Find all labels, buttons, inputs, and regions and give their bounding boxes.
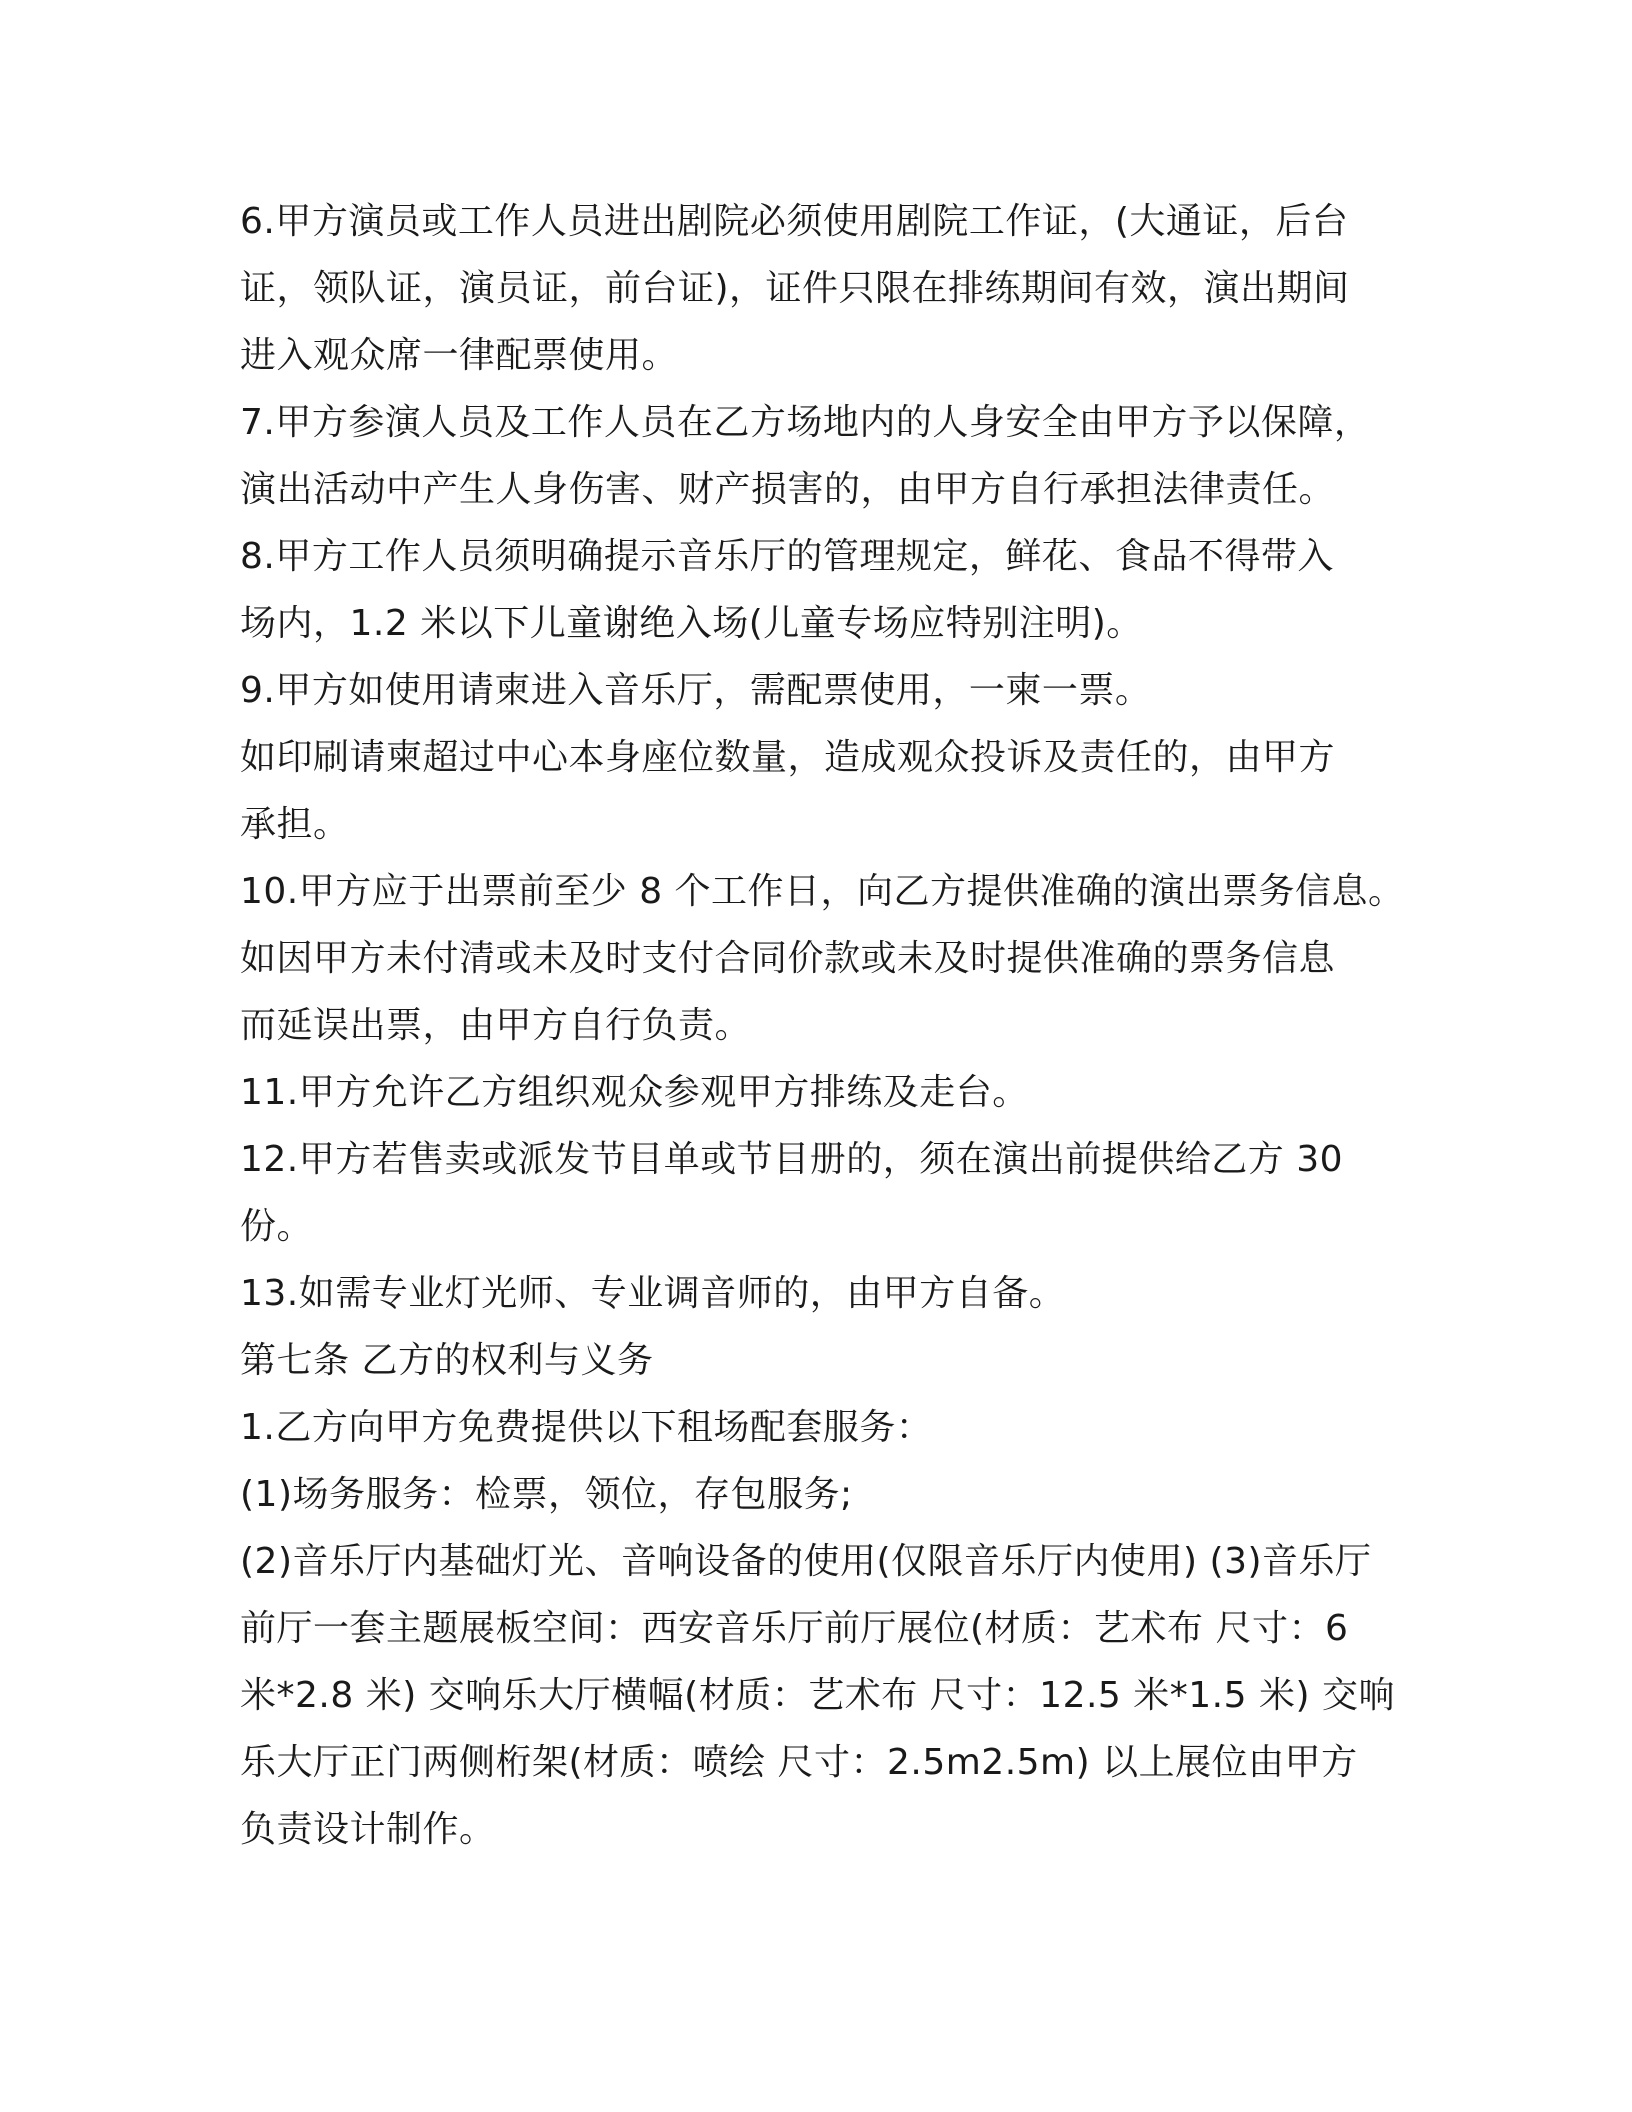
- text-line: 进入观众席一律配票使用。: [240, 335, 679, 376]
- text-line: 承担。: [240, 804, 350, 845]
- section-heading: 第七条 乙方的权利与义务: [240, 1340, 654, 1381]
- text-line: 乐大厅正门两侧桁架(材质：喷绘 尺寸：2.5m2.5m) 以上展位由甲方: [240, 1742, 1358, 1783]
- text-line: 9.甲方如使用请柬进入音乐厅，需配票使用，一柬一票。: [240, 670, 1152, 711]
- text-line: 如印刷请柬超过中心本身座位数量，造成观众投诉及责任的，由甲方: [240, 737, 1336, 778]
- text-line: 6.甲方演员或工作人员进出剧院必须使用剧院工作证，(大通证，后台: [240, 201, 1349, 242]
- text-line: 前厅一套主题展板空间：西安音乐厅前厅展位(材质：艺术布 尺寸：6: [240, 1608, 1349, 1649]
- text-line: 如因甲方未付清或未及时支付合同价款或未及时提供准确的票务信息: [240, 938, 1336, 979]
- text-line: 12.甲方若售卖或派发节目单或节目册的，须在演出前提供给乙方 30: [240, 1139, 1344, 1180]
- text-line: 而延误出票，由甲方自行负责。: [240, 1005, 752, 1046]
- text-line: 米*2.8 米) 交响乐大厅横幅(材质：艺术布 尺寸：12.5 米*1.5 米) 交响: [240, 1675, 1395, 1716]
- text-line: (1)场务服务：检票，领位，存包服务;: [240, 1474, 853, 1515]
- text-line: 演出活动中产生人身伤害、财产损害的，由甲方自行承担法律责任。: [240, 469, 1336, 510]
- text-line: 1.乙方向甲方免费提供以下租场配套服务：: [240, 1407, 933, 1448]
- document-body: [240, 188, 1420, 1863]
- text-line: 11.甲方允许乙方组织观众参观甲方排练及走台。: [240, 1072, 1029, 1113]
- text-line: (2)音乐厅内基础灯光、音响设备的使用(仅限音乐厅内使用) (3)音乐厅: [240, 1541, 1372, 1582]
- text-line: 份。: [240, 1206, 314, 1247]
- text-line: 负责设计制作。: [240, 1809, 496, 1850]
- text-line: 10.甲方应于出票前至少 8 个工作日，向乙方提供准确的演出票务信息。: [240, 871, 1405, 912]
- text-line: 场内，1.2 米以下儿童谢绝入场(儿童专场应特别注明)。: [240, 603, 1143, 644]
- text-line: 证，领队证，演员证，前台证)，证件只限在排练期间有效，演出期间: [240, 268, 1350, 309]
- text-line: 8.甲方工作人员须明确提示音乐厅的管理规定，鲜花、食品不得带入: [240, 536, 1334, 577]
- text-line: 7.甲方参演人员及工作人员在乙方场地内的人身安全由甲方予以保障，: [240, 402, 1371, 443]
- text-line: 13.如需专业灯光师、专业调音师的，由甲方自备。: [240, 1273, 1066, 1314]
